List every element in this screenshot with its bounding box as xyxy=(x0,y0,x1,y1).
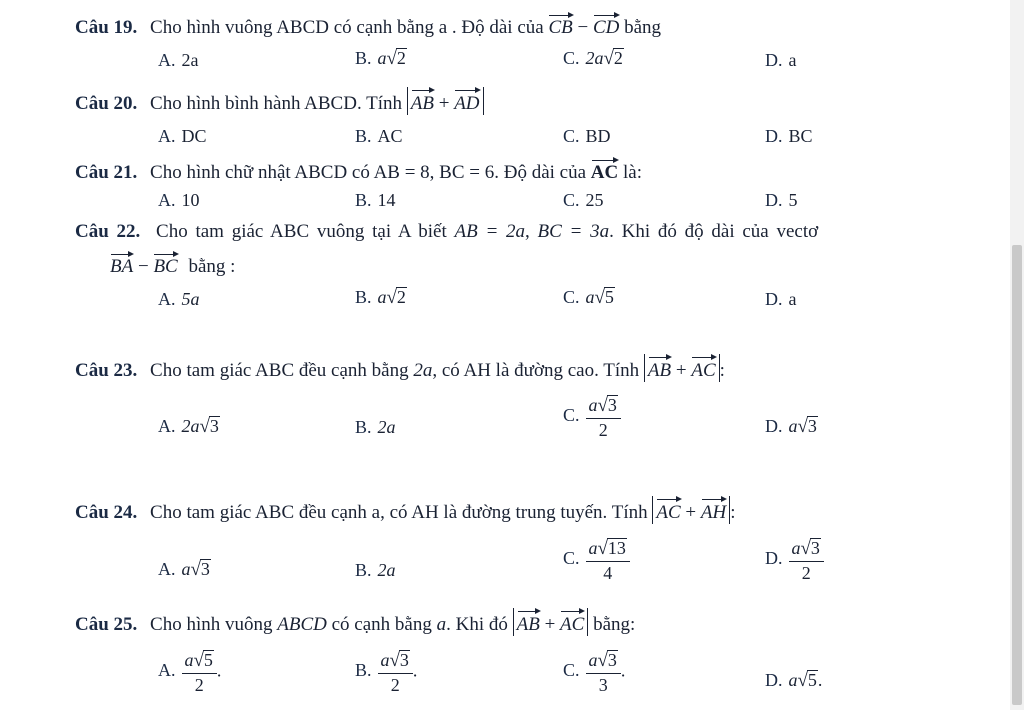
option-coef: a xyxy=(788,670,798,690)
option-letter: A. xyxy=(158,126,176,146)
option-a[interactable] xyxy=(158,191,200,209)
option-letter: B. xyxy=(355,48,372,68)
operator: + xyxy=(438,93,450,114)
option-letter: B. xyxy=(355,190,372,210)
option-a[interactable] xyxy=(158,51,199,69)
question-text: Cho hình vuông ABCD có cạnh bằng a . Độ dài của xyxy=(150,17,544,38)
option-a[interactable] xyxy=(158,416,220,437)
option-c[interactable] xyxy=(563,287,615,308)
option-letter: A. xyxy=(158,190,176,210)
option-letter: A. xyxy=(158,416,176,436)
question-text-end: bằng : xyxy=(188,256,236,277)
option-d[interactable] xyxy=(765,416,818,437)
option-letter: C. xyxy=(563,287,580,307)
option-letter: D. xyxy=(765,548,783,569)
option-coef: a xyxy=(585,287,595,307)
option-value: 5 xyxy=(788,190,798,210)
option-b[interactable] xyxy=(355,418,396,436)
fraction: $\frac{a√13}{4}$ xyxy=(586,538,630,583)
option-letter: C. xyxy=(563,548,580,569)
vector-cb: CB xyxy=(548,12,572,37)
fraction: $\frac{a√3}{2}$ xyxy=(789,538,824,583)
option-d[interactable] xyxy=(765,51,797,69)
period: . xyxy=(412,660,418,681)
option-value: a xyxy=(788,289,797,309)
vector-ac: AC xyxy=(591,157,618,182)
absolute-value xyxy=(652,496,730,524)
fraction: $\frac{a√5}{2}$ xyxy=(182,650,217,695)
radicand: 3 xyxy=(399,650,409,670)
fraction: $\frac{a√3}{3}$ xyxy=(586,650,621,695)
option-value: 2a xyxy=(377,417,396,437)
vector-ab: AB xyxy=(648,354,671,382)
option-c[interactable] xyxy=(563,538,630,583)
option-letter: A. xyxy=(158,289,176,309)
option-b[interactable] xyxy=(355,191,396,209)
radicand: 2 xyxy=(613,48,623,68)
absolute-value xyxy=(513,608,589,636)
radicand: 3 xyxy=(209,416,219,436)
sqrt-expr: √5 xyxy=(797,670,817,691)
vector-ac: AC xyxy=(656,496,680,524)
option-d[interactable] xyxy=(765,191,798,209)
sqrt-expr: √2 xyxy=(386,48,406,69)
denominator: 2 xyxy=(194,674,204,695)
option-coef: a xyxy=(377,287,387,307)
option-letter: B. xyxy=(355,417,372,437)
sqrt-expr: √5 xyxy=(594,287,614,308)
math-bc: BC = 3a xyxy=(537,221,610,242)
fraction: $\frac{a√3}{2}$ xyxy=(378,650,413,695)
option-letter: C. xyxy=(563,405,580,426)
option-letter: B. xyxy=(355,126,372,146)
period: . xyxy=(817,670,823,690)
numerator-coef: a xyxy=(791,538,801,558)
question-22-line-2 xyxy=(110,251,235,276)
math-ab: AB = 2a xyxy=(454,221,526,242)
absolute-value xyxy=(644,354,720,382)
denominator: 4 xyxy=(603,562,613,583)
question-text-cont: có cạnh bằng xyxy=(331,614,432,635)
numerator-coef: a xyxy=(588,650,598,670)
math-a: a xyxy=(436,614,447,635)
option-letter: B. xyxy=(355,560,372,580)
option-a[interactable] xyxy=(158,650,221,695)
option-letter: B. xyxy=(355,287,372,307)
option-letter: C. xyxy=(563,48,580,68)
question-text: Cho hình chữ nhật ABCD có AB = 8, BC = 6. Độ dài của xyxy=(150,162,587,183)
numerator-coef: a xyxy=(588,395,598,415)
operator: − xyxy=(577,17,589,38)
numerator-coef: a xyxy=(380,650,390,670)
option-d[interactable] xyxy=(765,670,822,691)
option-c[interactable] xyxy=(563,191,604,209)
option-letter: C. xyxy=(563,660,580,681)
colon: : xyxy=(719,360,725,381)
option-coef: 2a xyxy=(585,48,604,68)
question-text: Cho tam giác ABC vuông tại A biết xyxy=(156,221,447,242)
option-letter: D. xyxy=(765,416,783,436)
vector-ac: AC xyxy=(560,608,584,636)
denominator: 3 xyxy=(598,674,608,695)
vector-ah: AH xyxy=(701,496,726,524)
math-abcd: ABCD xyxy=(277,614,327,635)
question-text: Cho hình vuông xyxy=(150,614,273,635)
question-number: Câu 20. xyxy=(75,93,138,114)
radicand: 13 xyxy=(607,538,626,558)
radicand: 3 xyxy=(200,559,210,579)
option-coef: a xyxy=(181,559,191,579)
option-c[interactable] xyxy=(563,650,625,695)
option-b[interactable] xyxy=(355,561,396,579)
option-value: 14 xyxy=(377,190,396,210)
vector-bc: BC xyxy=(153,251,177,276)
option-letter: C. xyxy=(563,190,580,210)
denominator: 2 xyxy=(801,562,811,583)
vector-ad: AD xyxy=(454,87,479,115)
operator: + xyxy=(685,502,697,523)
math-2a: 2a xyxy=(413,360,433,381)
denominator: 2 xyxy=(598,419,608,440)
radicand: 3 xyxy=(607,395,617,415)
question-number: Câu 25. xyxy=(75,614,138,635)
option-letter: A. xyxy=(158,559,176,579)
question-number: Câu 19. xyxy=(75,17,138,38)
question-text: Cho tam giác ABC đều cạnh a, có AH là đường trung tuyến. Tính xyxy=(150,502,648,523)
radicand: 3 xyxy=(607,650,617,670)
option-value: 10 xyxy=(181,190,200,210)
question-text-cont: , có AH là đường cao. Tính xyxy=(432,360,640,381)
radicand: 5 xyxy=(807,670,817,690)
question-text-cont: . Khi đó độ dài của vectơ xyxy=(609,221,819,242)
option-letter: C. xyxy=(563,126,580,146)
numerator-coef: a xyxy=(184,650,194,670)
question-19 xyxy=(75,12,661,37)
option-value: AC xyxy=(377,126,403,146)
denominator: 2 xyxy=(390,674,400,695)
option-a[interactable] xyxy=(158,559,211,580)
question-number: Câu 23. xyxy=(75,360,138,381)
option-value: 25 xyxy=(585,190,604,210)
option-value: a xyxy=(788,50,797,70)
option-coef: a xyxy=(377,48,387,68)
radicand: 3 xyxy=(807,416,817,436)
question-text-end: là: xyxy=(623,162,642,183)
vector-cd: CD xyxy=(593,12,619,37)
question-text: Cho hình bình hành ABCD. Tính xyxy=(150,93,402,114)
question-25 xyxy=(75,608,635,636)
question-text-cont-2: . Khi đó xyxy=(446,614,508,635)
option-letter: D. xyxy=(765,126,783,146)
option-c[interactable] xyxy=(563,127,611,145)
question-22 xyxy=(75,222,818,241)
sqrt-expr: √3 xyxy=(190,559,210,580)
separator: , xyxy=(525,221,530,242)
vector-ab: AB xyxy=(411,87,434,115)
colon: : xyxy=(730,502,736,523)
option-letter: A. xyxy=(158,660,176,681)
fraction: $\frac{a√3}{2}$ xyxy=(586,395,621,440)
radicand: 2 xyxy=(396,48,406,68)
period: . xyxy=(620,660,626,681)
absolute-value xyxy=(407,87,484,115)
option-d[interactable] xyxy=(765,127,813,145)
option-letter: D. xyxy=(765,50,783,70)
option-b[interactable] xyxy=(355,287,407,308)
sqrt-expr: √2 xyxy=(386,287,406,308)
option-a[interactable] xyxy=(158,127,207,145)
option-coef: 2a xyxy=(181,416,200,436)
option-letter: A. xyxy=(158,50,176,70)
vector-ab: AB xyxy=(517,608,540,636)
operator: − xyxy=(137,256,149,277)
option-letter: D. xyxy=(765,670,783,690)
scrollbar-thumb[interactable] xyxy=(1012,245,1022,705)
radicand: 5 xyxy=(203,650,213,670)
option-b[interactable] xyxy=(355,127,403,145)
option-letter: D. xyxy=(765,190,783,210)
option-d[interactable] xyxy=(765,290,797,308)
question-number: Câu 21. xyxy=(75,162,138,183)
numerator-coef: a xyxy=(588,538,598,558)
question-24 xyxy=(75,496,735,524)
question-text-end: bằng xyxy=(624,17,662,38)
option-value: 2a xyxy=(377,560,396,580)
vector-ba: BA xyxy=(110,251,133,276)
radicand: 2 xyxy=(396,287,406,307)
vector-ac: AC xyxy=(691,354,715,382)
question-text-end: bằng: xyxy=(593,614,636,635)
question-text: Cho tam giác ABC đều cạnh bằng xyxy=(150,360,409,381)
option-b[interactable] xyxy=(355,650,417,695)
option-value: BC xyxy=(788,126,813,146)
option-letter: D. xyxy=(765,289,783,309)
question-23 xyxy=(75,354,725,382)
question-21 xyxy=(75,157,642,182)
radicand: 3 xyxy=(810,538,820,558)
question-number: Câu 24. xyxy=(75,502,138,523)
sqrt-expr: √2 xyxy=(603,48,623,69)
option-d[interactable] xyxy=(765,538,824,583)
option-a[interactable] xyxy=(158,290,200,308)
sqrt-expr: √3 xyxy=(797,416,817,437)
question-20 xyxy=(75,87,484,115)
period: . xyxy=(216,660,222,681)
option-value: DC xyxy=(181,126,207,146)
option-value: 5a xyxy=(181,289,200,309)
option-c[interactable] xyxy=(563,395,621,440)
sqrt-expr: √3 xyxy=(199,416,219,437)
option-value: BD xyxy=(585,126,611,146)
option-value: 2a xyxy=(181,50,199,70)
option-b[interactable] xyxy=(355,48,407,69)
option-letter: B. xyxy=(355,660,372,681)
operator: + xyxy=(675,360,687,381)
option-c[interactable] xyxy=(563,48,624,69)
radicand: 5 xyxy=(604,287,614,307)
question-number: Câu 22. xyxy=(75,221,141,242)
option-coef: a xyxy=(788,416,798,436)
operator: + xyxy=(544,614,556,635)
